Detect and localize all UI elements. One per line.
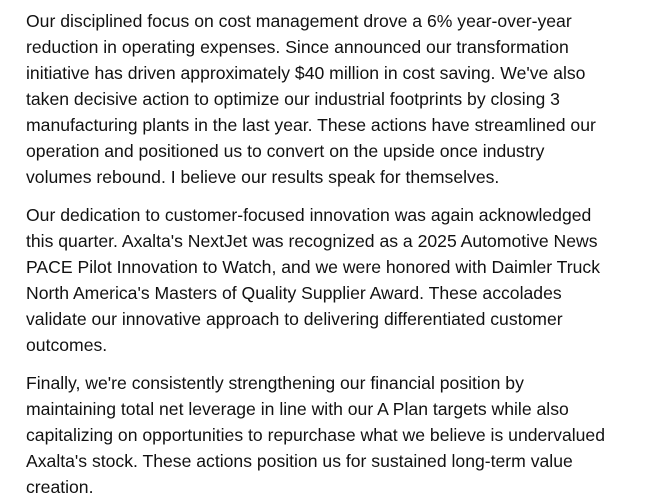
paragraph-innovation xyxy=(26,202,638,358)
text-line: Finally, we're consistently strengthening our financial position by xyxy=(26,373,524,393)
text-line: North America's Masters of Quality Supplier Award. These accolades xyxy=(26,283,562,303)
text-line: capitalizing on opportunities to repurchase what we believe is undervalued xyxy=(26,425,605,445)
text-line: creation. xyxy=(26,477,94,497)
text-line: this quarter. Axalta's NextJet was recognized as a 2025 Automotive News xyxy=(26,231,598,251)
text-line: Our disciplined focus on cost management drove a 6% year-over-year xyxy=(26,11,572,31)
text-line: manufacturing plants in the last year. These actions have streamlined our xyxy=(26,115,596,135)
text-line: taken decisive action to optimize our industrial footprints by closing 3 xyxy=(26,89,560,109)
text-line: validate our innovative approach to delivering differentiated customer xyxy=(26,309,563,329)
text-line: reduction in operating expenses. Since announced our transformation xyxy=(26,37,569,57)
text-line: maintaining total net leverage in line with our A Plan targets while also xyxy=(26,399,569,419)
text-line: operation and positioned us to convert on the upside once industry xyxy=(26,141,545,161)
text-line: Axalta's stock. These actions position us for sustained long-term value xyxy=(26,451,573,471)
text-line: Our dedication to customer-focused innovation was again acknowledged xyxy=(26,205,592,225)
text-line: PACE Pilot Innovation to Watch, and we were honored with Daimler Truck xyxy=(26,257,601,277)
text-line: volumes rebound. I believe our results speak for themselves. xyxy=(26,167,500,187)
text-line: outcomes. xyxy=(26,335,108,355)
paragraph-financial-position xyxy=(26,370,638,500)
paragraph-cost-management xyxy=(26,8,638,190)
text-line: initiative has driven approximately $40 million in cost saving. We've also xyxy=(26,63,586,83)
